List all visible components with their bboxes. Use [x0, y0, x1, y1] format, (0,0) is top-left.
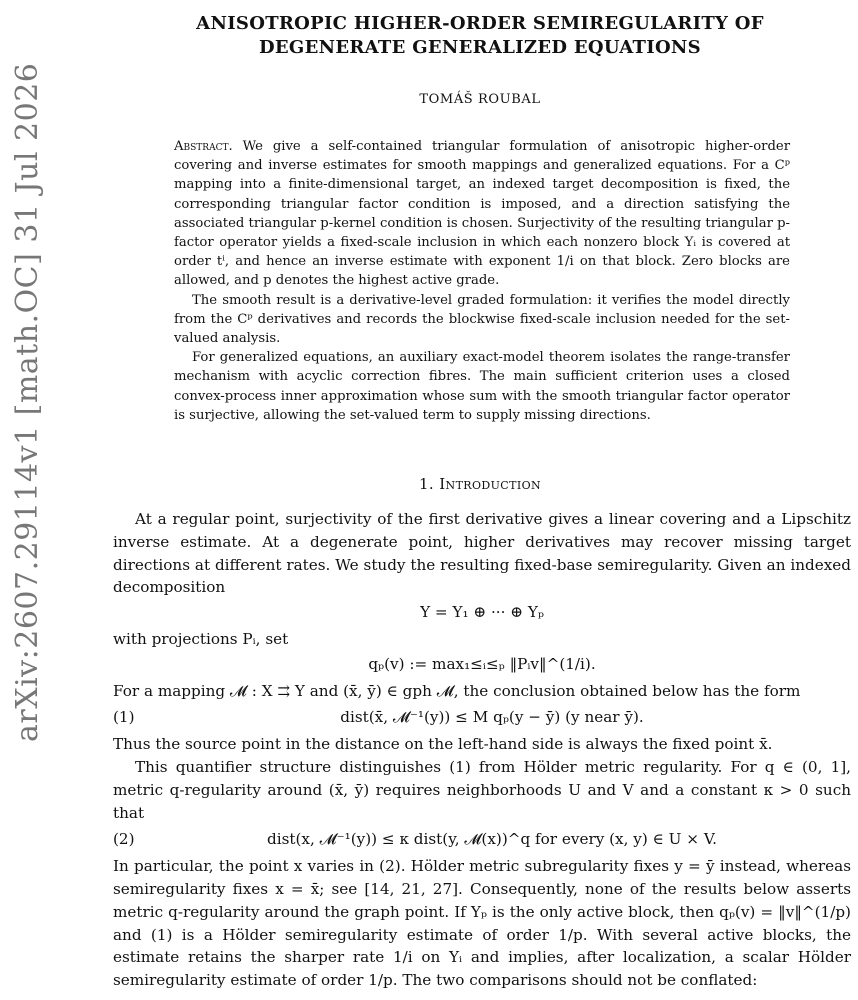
body-paragraph-2: with projections Pᵢ, set — [113, 629, 289, 648]
equation-2-body: dist(x, 𝓜⁻¹(y)) ≤ κ dist(y, 𝓜(x))^q for every (x, y) ∈ U × V. — [267, 830, 717, 849]
abstract-paragraph-1 — [174, 137, 790, 291]
author-name: TOMÁŠ ROUBAL — [419, 92, 541, 107]
abstract-paragraph-3: For generalized equations, an auxiliary exact-model theorem isolates the range-transfer mechanism with acyclic correction fibres. The main sufficient criterion uses a closed convex-process inner approximation whose sum with the smooth triangular factor operator is surjective, allowing the set-valued term to supply missing directions. — [174, 350, 790, 423]
equation-decomposition: Y = Y₁ ⊕ ··· ⊕ Yₚ — [420, 603, 544, 622]
paper-title — [150, 12, 810, 60]
equation-number-2: (2) — [113, 830, 135, 849]
section-heading: 1. Introduction — [418, 475, 542, 493]
body-text — [113, 508, 851, 992]
body-paragraph-3: For a mapping 𝓜 : X ⇉ Y and (x̄, ȳ) ∈ gph 𝓜, the conclusion obtained below has the form — [113, 681, 801, 700]
equation-number-1: (1) — [113, 708, 135, 727]
title-line-2: DEGENERATE GENERALIZED EQUATIONS — [259, 37, 701, 58]
equation-1-body: dist(x̄, 𝓜⁻¹(y)) ≤ M qₚ(y − ȳ) (y near ȳ). — [340, 708, 644, 727]
abstract-label: Abstract. — [174, 139, 233, 154]
abstract-paragraph-2: The smooth result is a derivative-level graded formulation: it verifies the model directly from the Cᵖ derivatives and records the blockwise fixed-scale inclusion needed for the set-valued analysis. — [174, 292, 790, 347]
equation-2 — [113, 828, 851, 851]
equation-1 — [113, 706, 851, 729]
equation-qp: qₚ(v) := max₁≤ᵢ≤ₚ ‖Pᵢv‖^(1/i). — [368, 654, 596, 673]
body-paragraph-1: At a regular point, surjectivity of the first derivative gives a linear covering and a Lipschitz inverse estimate. At a degenerate point, higher derivatives may recover missing target directions at different rates. We study the resulting fixed-base semiregularity. Given an indexed decomposition — [113, 510, 851, 597]
body-paragraph-4: Thus the source point in the distance on the left-hand side is always the fixed point x̄. — [113, 735, 773, 754]
abstract-text-1: We give a self-contained triangular formulation of anisotropic higher-order covering and inverse estimates for smooth mappings and generalized equations. For a Cᵖ mapping into a finite-dimensional target, an indexed target decomposition is fixed, the corresponding triangular factor condition is imposed, and a direction satisfying the associated triangular p-kernel condition is chosen. Surjectivity of the resulting triangular p-factor operator yields a fixed-scale inclusion in which each nonzero block Yᵢ is covered at order tⁱ, and hence an inverse estimate with exponent 1/i on that block. Zero blocks are allowed, and p denotes the highest active grade. — [174, 139, 790, 289]
body-paragraph-6: In particular, the point x varies in (2). Hölder metric subregularity fixes y = ȳ instead, whereas semiregularity fixes x = x̄; see [14, 21, 27]. Consequently, none of the results below asserts metric q-regularity around the graph point. If Yₚ is the only active block, then qₚ(v) = ‖v‖^(1/p) and (1) is a Hölder semiregularity estimate of order 1/p. With several active blocks, the estimate retains the sharper rate 1/i on Yᵢ and implies, after localization, a scalar Hölder semiregularity estimate of order 1/p. The two comparisons should not be conflated: — [113, 857, 851, 990]
body-paragraph-5: This quantifier structure distinguishes (1) from Hölder metric regularity. For q ∈ (0, 1], metric q-regularity around (x̄, ȳ) requires neighborhoods U and V and a constant κ > 0 such that — [113, 757, 851, 822]
abstract — [174, 137, 790, 425]
arxiv-identifier: arXiv:2607.29114v1 [math.OC] 31 Jul 2026 — [10, 62, 45, 742]
title-line-1: ANISOTROPIC HIGHER-ORDER SEMIREGULARITY OF — [196, 13, 764, 34]
